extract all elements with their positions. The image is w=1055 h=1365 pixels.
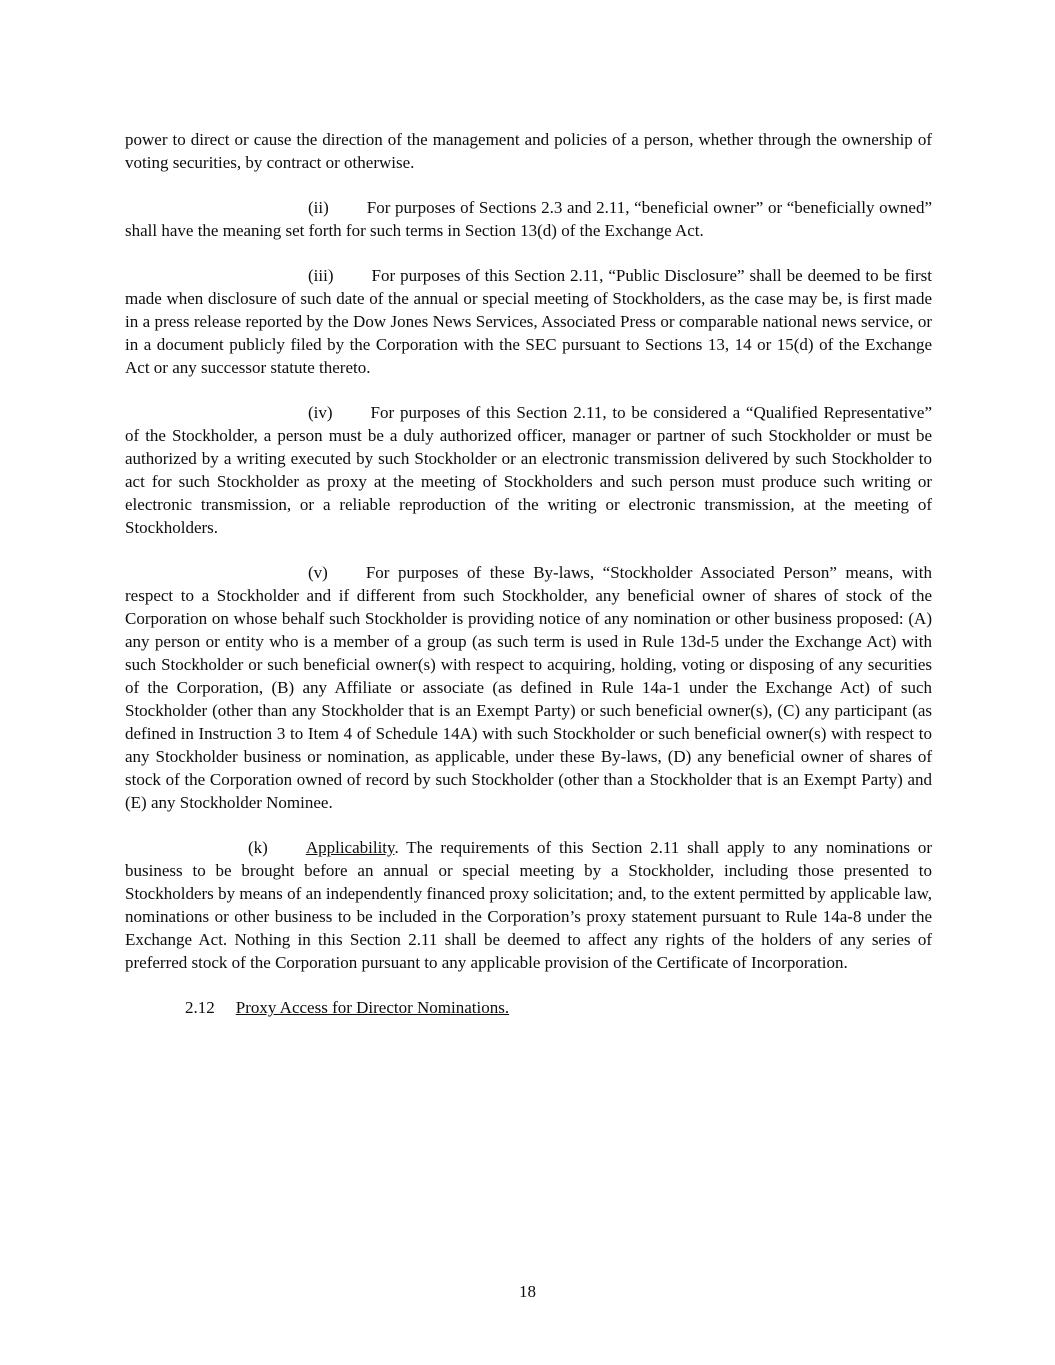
clause-label: (iii) [308, 266, 334, 285]
paragraph-clause-k [125, 836, 932, 974]
clause-text: . The requirements of this Section 2.11 shall apply to any nominations or business to be brought before an annual or special meeting by a Stockholder, including those presented to Stockholders by means of an independently financed proxy solicitation; and, to the extent permitted by applicable law, nominations or other business to be included in the Corporation’s proxy statement pursuant to Rule 14a-8 under the Exchange Act. Nothing in this Section 2.11 shall be deemed to affect any rights of the holders of any series of preferred stock of the Corporation pursuant to any applicable provision of the Certificate of Incorporation. [125, 838, 932, 972]
paragraph-clause-ii [125, 196, 932, 242]
section-heading-2-12 [125, 996, 932, 1019]
paragraph-clause-iii [125, 264, 932, 379]
paragraph-intro-continuation [125, 128, 932, 174]
clause-text: For purposes of this Section 2.11, “Public Disclosure” shall be deemed to be first made when disclosure of such date of the annual or special meeting of Stockholders, as the case may be, is first made in a press release reported by the Dow Jones News Services, Associated Press or comparable national news service, or in a document publicly filed by the Corporation with the SEC pursuant to Sections 13, 14 or 15(d) of the Exchange Act or any successor statute thereto. [125, 266, 932, 377]
clause-label: (iv) [308, 403, 333, 422]
section-number: 2.12 [185, 998, 215, 1017]
clause-text: For purposes of Sections 2.3 and 2.11, “beneficial owner” or “beneficially owned” shall have the meaning set forth for such terms in Section 13(d) of the Exchange Act. [125, 198, 932, 240]
clause-text: For purposes of these By-laws, “Stockholder Associated Person” means, with respect to a Stockholder and if different from such Stockholder, any beneficial owner of shares of stock of the Corporation on whose behalf such Stockholder is providing notice of any nomination or other business proposed: (A) any person or entity who is a member of a group (as such term is used in Rule 13d-5 under the Exchange Act) with such Stockholder or such beneficial owner(s) with respect to acquiring, holding, voting or disposing of any securities of the Corporation, (B) any Affiliate or associate (as defined in Rule 14a-1 under the Exchange Act) of such Stockholder (other than any Stockholder that is an Exempt Party) or such beneficial owner(s), (C) any participant (as defined in Instruction 3 to Item 4 of Schedule 14A) with such Stockholder or such beneficial owner(s) with respect to any Stockholder business or nomination, as applicable, under these By-laws, (D) any beneficial owner of shares of stock of the Corporation owned of record by such Stockholder (other than a Stockholder that is an Exempt Party) and (E) any Stockholder Nominee. [125, 563, 932, 812]
clause-label: (v) [308, 563, 328, 582]
clause-label: (k) [248, 838, 268, 857]
section-title-underlined: Proxy Access for Director Nominations. [235, 998, 510, 1017]
clause-label: (ii) [308, 198, 329, 217]
page-number: 18 [519, 1282, 536, 1301]
paragraph-clause-iv [125, 401, 932, 539]
clause-title-underlined: Applicability [305, 838, 395, 857]
paragraph-clause-v [125, 561, 932, 814]
page-footer [0, 1280, 1055, 1303]
clause-text: For purposes of this Section 2.11, to be considered a “Qualified Representative” of the Stockholder, a person must be a duly authorized officer, manager or partner of such Stockholder or must be authorized by a writing executed by such Stockholder or an electronic transmission delivered by such Stockholder to act for such Stockholder as proxy at the meeting of Stockholders and such person must produce such writing or electronic transmission, or a reliable reproduction of the writing or electronic transmission, at the meeting of Stockholders. [125, 403, 932, 537]
paragraph-text: power to direct or cause the direction of the management and policies of a person, whether through the ownership of voting securities, by contract or otherwise. [125, 130, 932, 172]
